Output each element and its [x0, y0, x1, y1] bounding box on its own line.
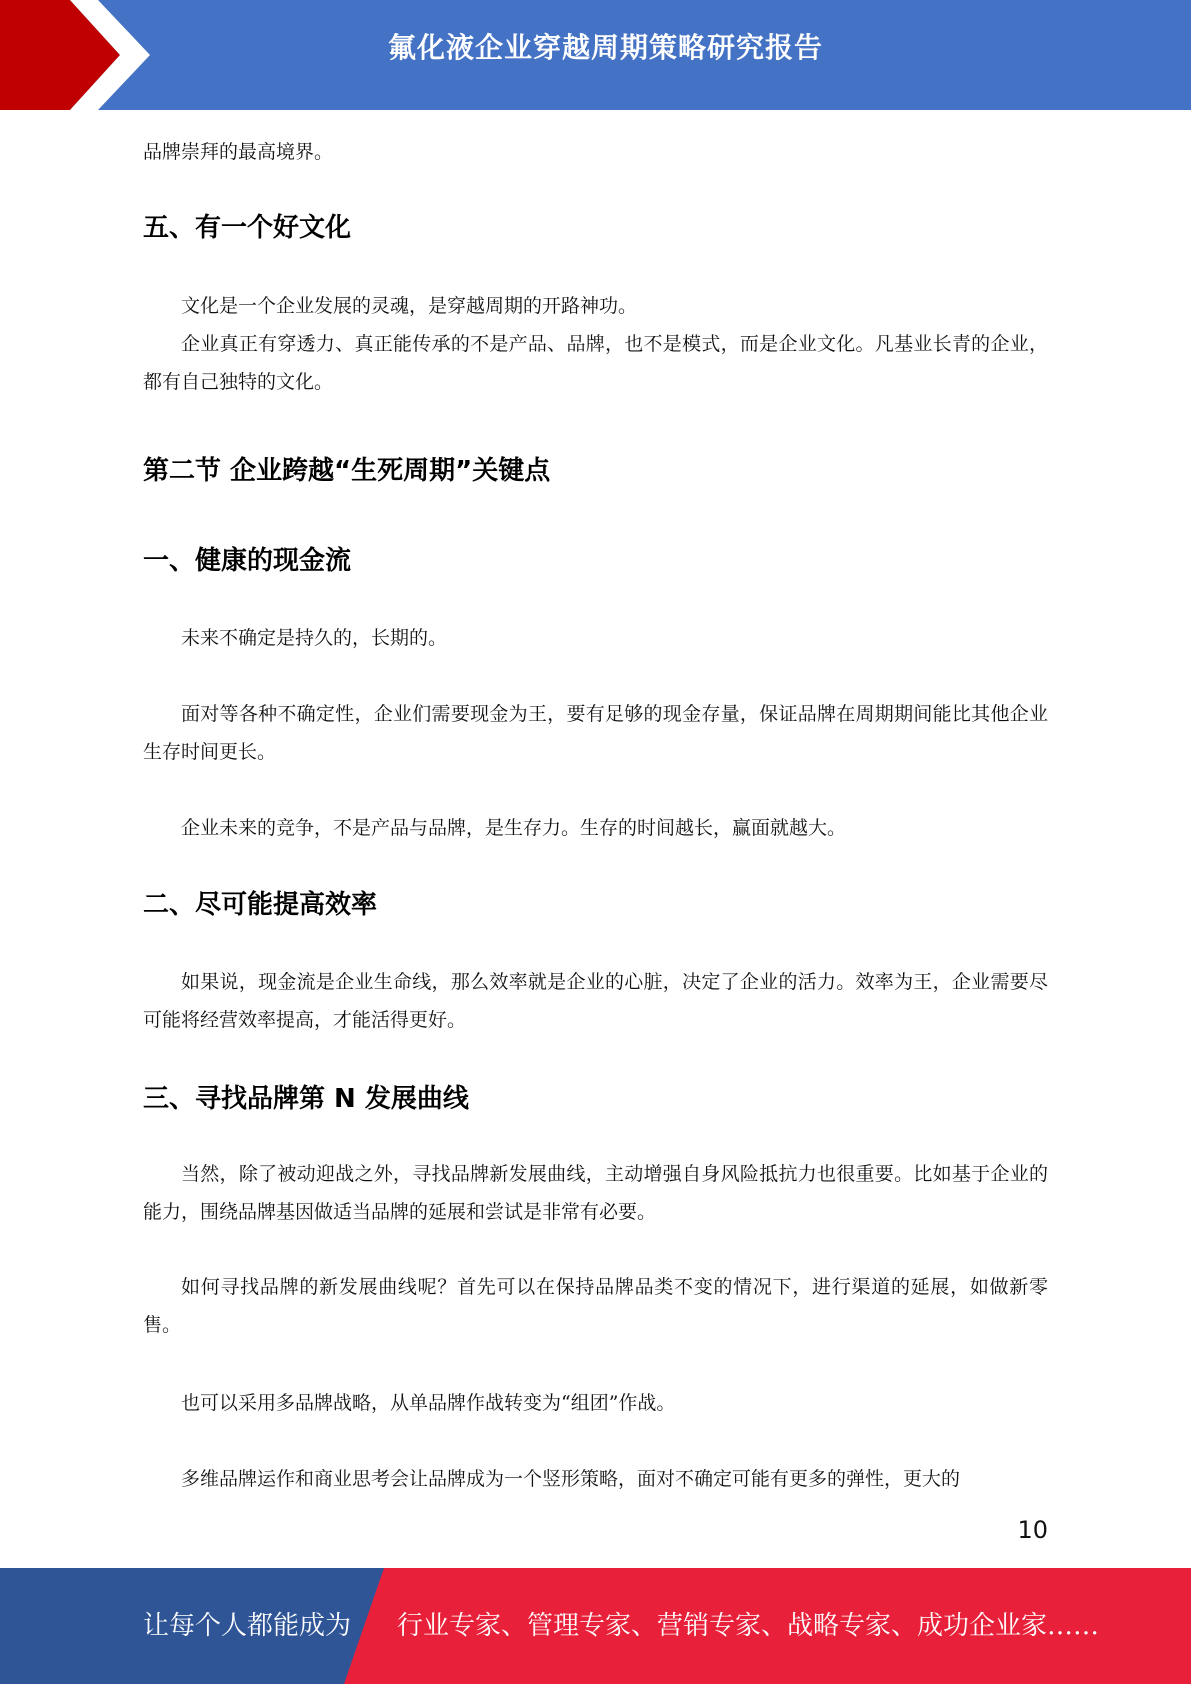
paragraph-growth-2: 如何寻找品牌的新发展曲线呢？首先可以在保持品牌品类不变的情况下，进行渠道的延展，如做新零售。 [143, 1276, 1048, 1336]
paragraph-cashflow-1: 未来不确定是持久的，长期的。 [181, 627, 448, 649]
page-number: 10 [1017, 1516, 1048, 1544]
footer-slogan-right: 行业专家、管理专家、营销专家、战略专家、成功企业家…… [397, 1611, 1100, 1641]
paragraph-growth-4: 多维品牌运作和商业思考会让品牌成为一个竖形策略，面对不确定可能有更多的弹性，更大的 [181, 1468, 961, 1490]
paragraph-cashflow-2: 面对等各种不确定性，企业们需要现金为王，要有足够的现金存量，保证品牌在周期期间能比其他企业生存时间更长。 [143, 703, 1048, 763]
footer-slogan-left: 让每个人都能成为 [143, 1611, 352, 1641]
paragraph-growth-1: 当然，除了被动迎战之外，寻找品牌新发展曲线，主动增强自身风险抵抗力也很重要。比如基于企业的能力，围绕品牌基因做适当品牌的延展和尝试是非常有必要。 [143, 1163, 1048, 1223]
paragraph-cashflow-3: 企业未来的竞争，不是产品与品牌，是生存力。生存的时间越长，赢面就越大。 [181, 817, 847, 839]
paragraph-growth-3: 也可以采用多品牌战略，从单品牌作战转变为“组团”作战。 [181, 1392, 676, 1414]
page-footer [0, 1568, 1191, 1684]
heading-sec5: 五、有一个好文化 [143, 213, 352, 243]
page-header [0, 0, 1191, 110]
heading-efficiency: 二、尽可能提高效率 [143, 890, 378, 920]
paragraph-efficiency-1: 如果说，现金流是企业生命线，那么效率就是企业的心脏，决定了企业的活力。效率为王，企业需要尽可能将经营效率提高，才能活得更好。 [143, 971, 1048, 1031]
report-title: 氟化液企业穿越周期策略研究报告 [387, 31, 823, 64]
paragraph-sec5-1: 文化是一个企业发展的灵魂，是穿越周期的开路神功。 [181, 295, 638, 317]
heading-cashflow: 一、健康的现金流 [143, 546, 352, 576]
heading-section2: 第二节 企业跨越“生死周期”关键点 [143, 456, 551, 486]
paragraph-intro-tail: 品牌崇拜的最高境界。 [143, 141, 334, 163]
heading-growth-curve: 三、寻找品牌第 N 发展曲线 [143, 1084, 469, 1114]
paragraph-sec5-2: 企业真正有穿透力、真正能传承的不是产品、品牌，也不是模式，而是企业文化。凡基业长青的企业，都有自己独特的文化。 [143, 333, 1048, 393]
